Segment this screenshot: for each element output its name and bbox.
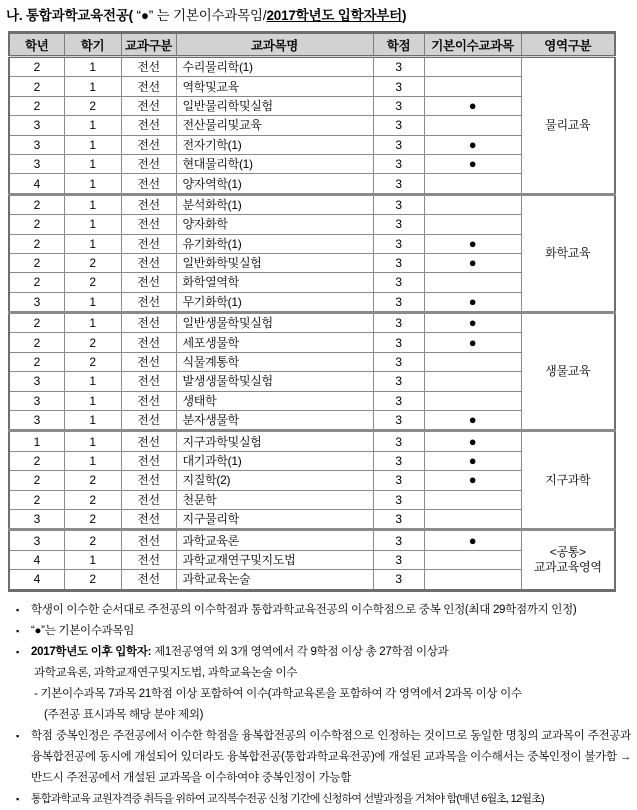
category-cell: 전선	[121, 77, 176, 96]
category-cell: 전선	[121, 234, 176, 253]
footnotes	[12, 600, 631, 810]
basic-required-empty	[424, 174, 521, 194]
basic-required-dot: ●	[424, 333, 521, 352]
semester-cell: 1	[64, 116, 121, 135]
basic-required-empty	[424, 194, 521, 214]
category-cell: 전선	[121, 509, 176, 529]
bullet-square-icon: ▪	[16, 730, 19, 741]
year-cell: 4	[9, 174, 64, 194]
area-cell	[521, 530, 615, 590]
semester-cell: 2	[64, 96, 121, 115]
category-cell: 전선	[121, 570, 176, 590]
course-name-cell: 일반물리학및실험	[176, 96, 373, 115]
credits-cell: 3	[373, 194, 424, 214]
category-cell: 전선	[121, 273, 176, 292]
credits-cell: 3	[373, 431, 424, 451]
area-label: 생물교육	[545, 364, 591, 379]
semester-cell: 1	[64, 174, 121, 194]
footnote-text: - 기본이수과목 7과목 21학점 이상 포함하여 이수(과학교육론을 포함하여 각 영역에서 2과목 이상 이수	[34, 687, 522, 700]
year-cell: 4	[9, 570, 64, 590]
category-cell: 전선	[121, 471, 176, 490]
area-label: 화학교육	[545, 245, 591, 260]
year-cell: 2	[9, 313, 64, 333]
basic-required-dot: ●	[424, 431, 521, 451]
semester-cell: 1	[64, 77, 121, 96]
semester-cell: 2	[64, 490, 121, 509]
credits-cell: 3	[373, 490, 424, 509]
column-header-semester: 학기	[64, 33, 121, 57]
semester-cell: 2	[64, 333, 121, 352]
area-cell	[521, 57, 615, 195]
page-title	[6, 6, 631, 26]
bullet-square-icon: ▪	[16, 646, 19, 657]
basic-required-dot: ●	[424, 253, 521, 272]
course-name-cell: 과학교육논술	[176, 570, 373, 590]
credits-cell: 3	[373, 372, 424, 391]
course-name-cell: 유기화학(1)	[176, 234, 373, 253]
course-name-cell: 지구물리학	[176, 509, 373, 529]
course-name-cell: 식물계통학	[176, 352, 373, 371]
year-cell: 2	[9, 57, 64, 77]
area-cell	[521, 431, 615, 530]
year-cell: 2	[9, 352, 64, 371]
table-row	[9, 194, 615, 214]
basic-required-empty	[424, 273, 521, 292]
footnote-text: “●”는 기본이수과목임	[31, 624, 135, 637]
credits-cell: 3	[373, 313, 424, 333]
bullet-square-icon: ▪	[16, 604, 19, 615]
course-name-cell: 생태학	[176, 391, 373, 410]
semester-cell: 2	[64, 530, 121, 550]
semester-cell: 2	[64, 570, 121, 590]
credits-cell: 3	[373, 234, 424, 253]
course-name-cell: 세포생물학	[176, 333, 373, 352]
basic-required-dot: ●	[424, 471, 521, 490]
footnote-text: 과학교육론, 과학교재연구및지도법, 과학교육논술 이수	[34, 666, 298, 679]
course-name-cell: 과학교육론	[176, 530, 373, 550]
basic-required-dot: ●	[424, 234, 521, 253]
title-year-underlined: 2017학년도 입학자부터	[266, 8, 402, 23]
category-cell: 전선	[121, 372, 176, 391]
basic-required-empty	[424, 372, 521, 391]
basic-required-empty	[424, 509, 521, 529]
year-cell: 3	[9, 292, 64, 312]
basic-required-dot: ●	[424, 313, 521, 333]
basic-required-empty	[424, 550, 521, 569]
credits-cell: 3	[373, 215, 424, 234]
semester-cell: 1	[64, 57, 121, 77]
credits-cell: 3	[373, 509, 424, 529]
semester-cell: 1	[64, 313, 121, 333]
year-cell: 3	[9, 135, 64, 154]
basic-required-empty	[424, 352, 521, 371]
category-cell: 전선	[121, 116, 176, 135]
semester-cell: 1	[64, 154, 121, 173]
area-label: 지구과학	[545, 472, 591, 487]
semester-cell: 2	[64, 273, 121, 292]
category-cell: 전선	[121, 174, 176, 194]
basic-required-dot: ●	[424, 154, 521, 173]
semester-cell: 1	[64, 550, 121, 569]
basic-required-dot: ●	[424, 96, 521, 115]
category-cell: 전선	[121, 451, 176, 470]
year-cell: 3	[9, 530, 64, 550]
course-name-cell: 양자화학	[176, 215, 373, 234]
footnote-text: 통합과학교육 교원자격증 취득을 위하여 교직복수전공 신청 기간에 신청하여 선발과정을 거쳐야 함(매년 6월초, 12월초)	[31, 792, 544, 805]
column-header-category: 교과구분	[121, 33, 176, 57]
category-cell: 전선	[121, 292, 176, 312]
title-suffix: )	[401, 8, 407, 23]
course-name-cell: 발생생물학및실험	[176, 372, 373, 391]
semester-cell: 1	[64, 215, 121, 234]
year-cell: 2	[9, 273, 64, 292]
table-header-row	[9, 33, 615, 57]
footnote	[12, 684, 631, 705]
credits-cell: 3	[373, 352, 424, 371]
semester-cell: 1	[64, 234, 121, 253]
credits-cell: 3	[373, 451, 424, 470]
area-cell	[521, 313, 615, 431]
basic-required-empty	[424, 391, 521, 410]
year-cell: 3	[9, 509, 64, 529]
category-cell: 전선	[121, 411, 176, 431]
semester-cell: 1	[64, 451, 121, 470]
category-cell: 전선	[121, 333, 176, 352]
year-cell: 3	[9, 391, 64, 410]
table-row	[9, 57, 615, 77]
credits-cell: 3	[373, 57, 424, 77]
year-cell: 2	[9, 451, 64, 470]
credits-cell: 3	[373, 570, 424, 590]
footnote	[12, 663, 631, 684]
footnote	[12, 600, 631, 621]
course-name-cell: 일반화학및실험	[176, 253, 373, 272]
area-label: 물리교육	[545, 117, 591, 132]
semester-cell: 2	[64, 509, 121, 529]
course-name-cell: 전자기학(1)	[176, 135, 373, 154]
category-cell: 전선	[121, 57, 176, 77]
semester-cell: 2	[64, 471, 121, 490]
year-cell: 2	[9, 194, 64, 214]
credits-cell: 3	[373, 154, 424, 173]
category-cell: 전선	[121, 154, 176, 173]
year-cell: 4	[9, 550, 64, 569]
semester-cell: 1	[64, 372, 121, 391]
year-cell: 2	[9, 215, 64, 234]
credits-cell: 3	[373, 391, 424, 410]
course-name-cell: 전산물리및교육	[176, 116, 373, 135]
footnote	[12, 726, 631, 789]
basic-required-empty	[424, 77, 521, 96]
basic-required-empty	[424, 116, 521, 135]
credits-cell: 3	[373, 96, 424, 115]
basic-required-empty	[424, 57, 521, 77]
table-row	[9, 431, 615, 451]
footnote-text: (주전공 표시과목 해당 분야 제외)	[44, 708, 204, 721]
credits-cell: 3	[373, 77, 424, 96]
year-cell: 1	[9, 431, 64, 451]
basic-required-empty	[424, 570, 521, 590]
semester-cell: 1	[64, 135, 121, 154]
course-name-cell: 대기과학(1)	[176, 451, 373, 470]
area-label: 교과교육영역	[533, 559, 602, 574]
semester-cell: 1	[64, 194, 121, 214]
title-prefix: 나. 통합과학교육전공(	[6, 8, 133, 23]
basic-required-dot: ●	[424, 451, 521, 470]
category-cell: 전선	[121, 352, 176, 371]
course-name-cell: 화학열역학	[176, 273, 373, 292]
category-cell: 전선	[121, 253, 176, 272]
semester-cell: 1	[64, 391, 121, 410]
bullet-square-icon: ▪	[16, 625, 19, 636]
category-cell: 전선	[121, 490, 176, 509]
year-cell: 3	[9, 411, 64, 431]
course-name-cell: 천문학	[176, 490, 373, 509]
category-cell: 전선	[121, 431, 176, 451]
year-cell: 3	[9, 372, 64, 391]
course-name-cell: 현대물리학(1)	[176, 154, 373, 173]
credits-cell: 3	[373, 174, 424, 194]
year-cell: 3	[9, 116, 64, 135]
table-row	[9, 530, 615, 550]
title-legend: “●” 는 기본이수과목임/	[132, 8, 267, 23]
category-cell: 전선	[121, 313, 176, 333]
year-cell: 3	[9, 154, 64, 173]
area-label: <공통>	[549, 544, 586, 559]
year-cell: 2	[9, 77, 64, 96]
course-name-cell: 분자생물학	[176, 411, 373, 431]
basic-required-dot: ●	[424, 292, 521, 312]
semester-cell: 2	[64, 352, 121, 371]
table-row	[9, 313, 615, 333]
table-header	[9, 33, 615, 57]
category-cell: 전선	[121, 530, 176, 550]
footnote-text: 학점 중복인정은 주전공에서 이수한 학점을 융복합전공의 이수학점으로 인정하는 것이므로 동일한 명칭의 교과목이 주전공과 융복합전공에 동시에 개설되어 있더라도 융복합전공(통합과학교육전공)에 개설된 교과목을 이수해서는 중복인정이 불가함 → 반드시 주전공에서 개설된 교과목을 이수하여야 중복인정이 가능함	[31, 729, 631, 784]
credits-cell: 3	[373, 253, 424, 272]
course-name-cell: 수리물리학(1)	[176, 57, 373, 77]
column-header-year: 학년	[9, 33, 64, 57]
credits-cell: 3	[373, 116, 424, 135]
category-cell: 전선	[121, 96, 176, 115]
course-name-cell: 분석화학(1)	[176, 194, 373, 214]
area-cell	[521, 194, 615, 312]
basic-required-dot: ●	[424, 530, 521, 550]
category-cell: 전선	[121, 550, 176, 569]
semester-cell: 1	[64, 411, 121, 431]
credits-cell: 3	[373, 273, 424, 292]
column-header-basic-required: 기본이수교과목	[424, 33, 521, 57]
course-name-cell: 역학및교육	[176, 77, 373, 96]
basic-required-empty	[424, 215, 521, 234]
credits-cell: 3	[373, 530, 424, 550]
footnote-text: 학생이 이수한 순서대로 주전공의 이수학점과 통합과학교육전공의 이수학점으로 중복 인정(최대 29학점까지 인정)	[31, 603, 577, 616]
basic-required-dot: ●	[424, 411, 521, 431]
course-table	[8, 31, 616, 592]
table-body	[9, 57, 615, 591]
footnote	[12, 789, 631, 810]
category-cell: 전선	[121, 135, 176, 154]
year-cell: 2	[9, 490, 64, 509]
credits-cell: 3	[373, 411, 424, 431]
basic-required-empty	[424, 490, 521, 509]
semester-cell: 2	[64, 253, 121, 272]
year-cell: 2	[9, 333, 64, 352]
column-header-course-name: 교과목명	[176, 33, 373, 57]
footnote-text: 제1전공영역 외 3개 영역에서 각 9학점 이상 총 27학점 이상과	[151, 645, 449, 658]
footnote	[12, 642, 631, 663]
year-cell: 2	[9, 234, 64, 253]
year-cell: 2	[9, 253, 64, 272]
year-cell: 2	[9, 471, 64, 490]
category-cell: 전선	[121, 194, 176, 214]
category-cell: 전선	[121, 215, 176, 234]
footnote-text: 2017학년도 이후 입학자:	[31, 645, 152, 658]
credits-cell: 3	[373, 333, 424, 352]
credits-cell: 3	[373, 471, 424, 490]
column-header-area: 영역구분	[521, 33, 615, 57]
year-cell: 2	[9, 96, 64, 115]
category-cell: 전선	[121, 391, 176, 410]
course-name-cell: 지구과학및실험	[176, 431, 373, 451]
basic-required-dot: ●	[424, 135, 521, 154]
semester-cell: 1	[64, 292, 121, 312]
credits-cell: 3	[373, 135, 424, 154]
course-name-cell: 지질학(2)	[176, 471, 373, 490]
footnote	[12, 705, 631, 726]
course-name-cell: 양자역학(1)	[176, 174, 373, 194]
course-name-cell: 무기화학(1)	[176, 292, 373, 312]
bullet-square-icon: ▪	[16, 793, 19, 804]
course-name-cell: 일반생물학및실험	[176, 313, 373, 333]
credits-cell: 3	[373, 550, 424, 569]
course-name-cell: 과학교재연구및지도법	[176, 550, 373, 569]
semester-cell: 1	[64, 431, 121, 451]
footnote	[12, 621, 631, 642]
column-header-credits: 학점	[373, 33, 424, 57]
credits-cell: 3	[373, 292, 424, 312]
